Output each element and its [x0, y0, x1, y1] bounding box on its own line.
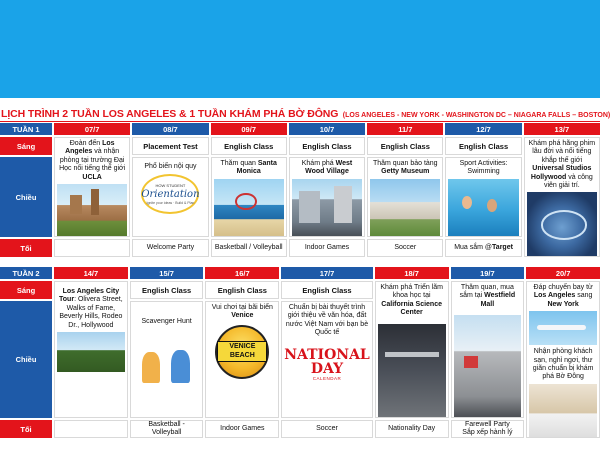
- activity-text: Sport Activities: Swimming: [459, 160, 508, 176]
- title-sub: (LOS ANGELES - NEW YORK - WASHINGTON DC – NIAGARA FALLS – BOSTON): [342, 112, 610, 119]
- day-activity: [367, 157, 443, 237]
- orientation-badge: HOW STUDENT Orientation Ignite your ideas · Build & Plan: [141, 174, 199, 214]
- day-activity: [524, 137, 600, 257]
- activity-evening: Nationality Day: [375, 420, 449, 438]
- activity-morning: English Class: [205, 281, 279, 299]
- activity-text: Đáp chuyến bay từ Los Angeles sang New York: [533, 284, 593, 308]
- activity-evening: Soccer: [367, 239, 443, 257]
- activity-text: Khám phá Triển lãm khoa học tại California Science Center: [380, 284, 443, 317]
- week1-label: TUẦN 1: [0, 123, 52, 135]
- activity-text: Thăm quan bảo tàng Getty Museum: [372, 160, 438, 176]
- session-morning: Sáng: [0, 281, 52, 299]
- hotel-room-photo: [529, 384, 597, 437]
- activity-morning: English Class: [211, 137, 287, 155]
- activity-text: Los Angeles City Tour: Olivera Street, Walks of Fame, Beverly Hills, Rodeo Dr., Hollywood: [59, 288, 123, 329]
- day-activity: [132, 157, 208, 237]
- date-cell: 18/7: [375, 267, 449, 279]
- venice-beach-logo: VENICE BEACH: [215, 325, 269, 379]
- week1-schedule: [0, 123, 600, 257]
- session-afternoon: Chiều: [0, 301, 52, 418]
- activity-morning: English Class: [367, 137, 443, 155]
- session-morning: Sáng: [0, 137, 52, 155]
- title-divider: [0, 121, 600, 122]
- activity-evening: Indoor Games: [289, 239, 365, 257]
- activity-text: Scavenger Hunt: [141, 318, 192, 325]
- day-activity: [451, 281, 525, 418]
- activity-evening: Mua sắm @ Target: [445, 239, 521, 257]
- activity-evening: [54, 239, 130, 257]
- activity-text: Khám phá West Wood Village: [301, 160, 353, 176]
- activity-morning: English Class: [281, 281, 373, 299]
- date-cell: 12/7: [445, 123, 521, 135]
- date-cell: 16/7: [205, 267, 279, 279]
- activity-text: Thăm quan Santa Monica: [220, 160, 277, 176]
- date-cell: 09/7: [211, 123, 287, 135]
- day-activity: [526, 281, 600, 438]
- day-activity: [130, 301, 204, 418]
- day-activity: [375, 281, 449, 418]
- header-banner: [0, 0, 600, 98]
- title-main: LỊCH TRÌNH 2 TUẦN LOS ANGELES & 1 TUẦN KHÁM PHÁ BỜ ĐÔNG: [1, 108, 339, 120]
- santa-monica-photo: [214, 179, 284, 236]
- day-activity: [281, 301, 373, 418]
- activity-text: Phổ biến nội quy: [144, 163, 197, 170]
- activity-evening: [54, 420, 128, 438]
- westfield-mall-photo: [454, 315, 522, 417]
- week2-label: TUẦN 2: [0, 267, 52, 279]
- activity-evening: Basketball - Volleyball: [130, 420, 204, 438]
- ucla-campus-photo: [57, 184, 127, 236]
- beverly-hills-photo: [57, 332, 125, 372]
- activity-text: Chuẩn bị bài thuyết trình giới thiệu về văn hóa, đất nước Việt Nam với bạn bè Quốc tế: [285, 304, 369, 337]
- activity-evening: Welcome Party: [132, 239, 208, 257]
- date-cell: 17/7: [281, 267, 373, 279]
- day-activity: [445, 157, 521, 237]
- day-activity: [289, 157, 365, 237]
- swimming-photo: [448, 179, 518, 236]
- activity-morning: English Class: [445, 137, 521, 155]
- activity-evening: Indoor Games: [205, 420, 279, 438]
- universal-studios-photo: [527, 192, 597, 256]
- activity-text: Thăm quan, mua sắm tại Westfield Mall: [459, 284, 516, 308]
- activity-morning: English Class: [130, 281, 204, 299]
- date-cell: 15/7: [130, 267, 204, 279]
- date-cell: 08/7: [132, 123, 208, 135]
- date-cell: 19/7: [451, 267, 525, 279]
- activity-evening: Farewell Party Sắp xếp hành lý: [451, 420, 525, 438]
- science-center-photo: [378, 324, 446, 417]
- day-activity: [211, 157, 287, 237]
- activity-text: Khám phá hãng phim lâu đời và nổi tiếng khắp thế giới Universal Studios Hollywood và công viên giải trí.: [528, 140, 596, 189]
- getty-museum-photo: [370, 179, 440, 236]
- activity-text: Đoàn đến Los Angeles và nhận phòng tại trường Đại Học nổi tiếng thế giới UCLA: [59, 140, 126, 181]
- session-afternoon: Chiều: [0, 157, 52, 237]
- day-activity: [54, 137, 130, 237]
- date-cell: 14/7: [54, 267, 128, 279]
- activity-morning: English Class: [289, 137, 365, 155]
- date-cell: 10/7: [289, 123, 365, 135]
- page-title: [0, 104, 610, 121]
- activity-evening: Soccer: [281, 420, 373, 438]
- day-activity: [54, 281, 128, 418]
- scavenger-hunt-illustration: [133, 342, 201, 394]
- activity-text: Nhận phòng khách sạn, nghỉ ngơi, thư giãn chuẩn bị khám phá Bờ Đông: [532, 348, 594, 381]
- airplane-photo: [529, 311, 597, 345]
- date-cell: 07/7: [54, 123, 130, 135]
- session-evening: Tối: [0, 420, 52, 438]
- date-cell: 11/7: [367, 123, 443, 135]
- date-cell: 20/7: [526, 267, 600, 279]
- national-day-logo: NATIONAL DAY CALENDAR: [284, 346, 370, 381]
- week2-schedule: [0, 267, 600, 438]
- activity-evening: Basketball / Volleyball: [211, 239, 287, 257]
- activity-text: Vui chơi tại bãi biển Venice: [211, 304, 273, 320]
- day-activity: [205, 301, 279, 418]
- date-cell: 13/7: [524, 123, 600, 135]
- activity-morning: Placement Test: [132, 137, 208, 155]
- westwood-village-photo: [292, 179, 362, 236]
- session-evening: Tối: [0, 239, 52, 257]
